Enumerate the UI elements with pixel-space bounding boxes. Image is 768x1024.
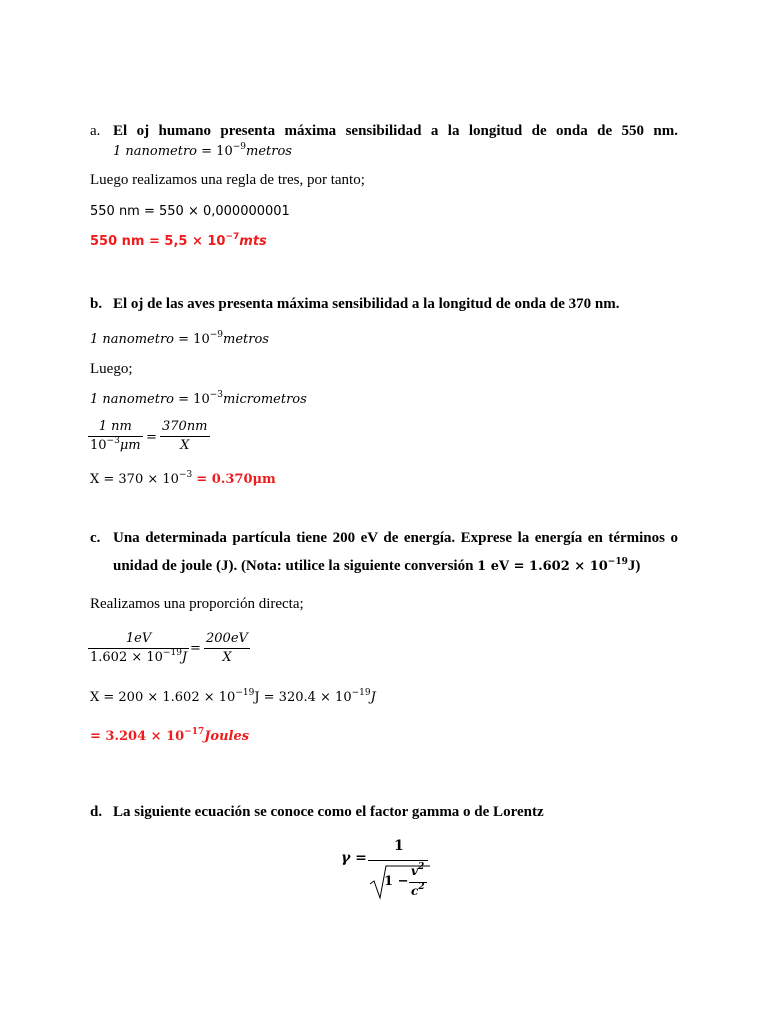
fraction-numerator: 1eV (125, 631, 152, 646)
fraction-denominator: X (222, 650, 232, 665)
fraction-right-b (160, 418, 210, 455)
equation-nanometer-definition-a: 1 nanometro = $10^{-9}metros$ (113, 142, 292, 159)
formula-fraction-bar (368, 860, 428, 861)
conversion-formula: 1 eV = $1.602 \times 10^{-19}$ (477, 557, 628, 574)
item-marker-a: a. (90, 123, 101, 139)
fraction-denominator: $10^{-3}\mu m$ (90, 436, 141, 453)
equals-sign: = (146, 430, 157, 445)
item-marker-c: c. (90, 530, 101, 546)
heading-d: La siguiente ecuación se conoce como el factor gamma o de Lorentz (113, 804, 544, 820)
text-direct-proportion: Realizamos una proporción directa; (90, 596, 304, 612)
fraction-right-c (204, 630, 250, 667)
text-rule-of-three: Luego realizamos una regla de tres, por tanto; (90, 172, 365, 188)
formula-velocity: $v^2$ (411, 862, 425, 878)
heading-b: El oj de las aves presenta máxima sensibilidad a la longitud de onda de 370 nm. (113, 296, 620, 312)
equation-calc-b: $X = 370 \times 10^{-3} = 0.370\mu m$ (90, 470, 276, 487)
heading-c-line1: Una determinada partícula tiene 200 eV de energía. Exprese la energía en términos o (113, 530, 678, 546)
answer-c: = $3.204 \times 10^{-17}Joules$ (90, 727, 250, 744)
formula-light-speed: $c^2$ (411, 882, 425, 898)
text-luego: Luego; (90, 361, 133, 377)
fraction-numerator: 370nm (162, 419, 208, 434)
heading-a: El oj humano presenta máxima sensibilidad a la longitud de onda de 550 nm. (113, 123, 678, 139)
fraction-numerator: 200eV (206, 631, 248, 646)
formula-one-minus: 1 − (384, 874, 409, 889)
answer-b: = 0.370μm (196, 472, 276, 487)
fraction-left-c (88, 630, 189, 667)
equation-nanometer-micrometers-b: 1 nanometro = $10^{-3}micrometros$ (90, 390, 307, 407)
gamma-symbol: γ = (341, 850, 367, 866)
equation-nanometer-meters-b: 1 nanometro = $10^{-9}metros$ (90, 330, 269, 347)
equals-sign: = (190, 641, 201, 656)
equation-calc-c: $X = 200 \times 1.602 \times 10^{-19}J = 320.4 \times 10^{-19}J$ (90, 688, 376, 705)
formula-numerator: 1 (394, 838, 404, 854)
fraction-left-b (88, 418, 143, 455)
fraction-numerator: 1 nm (98, 419, 132, 434)
equation-calc-a: 550 nm = 550 × 0,000000001 (90, 204, 290, 219)
item-marker-d: d. (90, 804, 103, 820)
item-marker-b: b. (90, 296, 103, 312)
fraction-denominator: $1.602 \times 10^{-19}J$ (90, 648, 188, 665)
fraction-denominator: X (180, 438, 190, 453)
answer-a: 550 nm = $5,5 \times 10^{-7}mts$ (90, 232, 267, 249)
heading-c-line2: unidad de joule (J). (Nota: utilice la siguiente conversión 1 eV = $1.602 \times 10^{-19}J$) (113, 557, 641, 574)
